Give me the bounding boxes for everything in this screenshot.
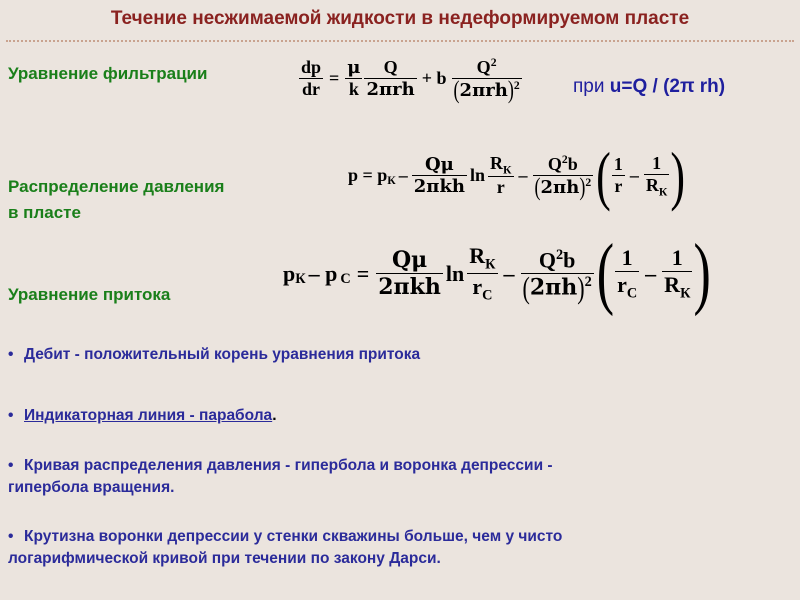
bullet-item-3: • Кривая распределения давления - гипербола и воронка депрессии - гипербола вращения. [8, 457, 553, 496]
bullet-symbol: • [8, 457, 14, 474]
bullet-item-4: • Крутизна воронки депрессии у стенки скважины больше, чем у чисто логарифмической кривой при течении по закону Дарси. [8, 528, 563, 567]
mu-k-fraction: $\frac{\mu}{k}$ [347, 57, 361, 99]
rk-r-fraction: $\frac{R_К}{r}$ [490, 152, 512, 198]
q-mu-fraction-2: $\frac{Q\mu}{\text{2πkh}}$ [378, 247, 441, 301]
pk-term: p [283, 260, 296, 286]
q2b-fraction-2: $\frac{Q^2b}{(2\pi h)^2}$ [522, 247, 592, 305]
title-divider [6, 40, 794, 42]
condition-expression: u=Q / (2π rh) [609, 76, 726, 97]
dp-dr-fraction: $\frac{dp}{dr}$ [301, 57, 322, 99]
plus-b: + b [421, 68, 447, 88]
equals-sign: = [329, 68, 340, 88]
ln-label-2: ln [445, 260, 465, 286]
equals-sign-2: = [356, 260, 370, 286]
one-over-rk-fraction-2: $\frac{1}{R_К}$ [664, 245, 691, 302]
bullet-item-2: • Индикаторная линия - парабола. [8, 405, 788, 427]
bullet-symbol: • [8, 528, 14, 545]
rk-rc-fraction: $\frac{R_К}{r_С}$ [469, 243, 496, 304]
one-over-r-fraction: $\frac{1}{r}$ [613, 154, 623, 196]
bullet-symbol: • [8, 407, 14, 424]
indicator-line-text: Индикаторная линия - парабола [24, 407, 273, 424]
one-over-rc-fraction: $\frac{1}{r_С}$ [617, 245, 638, 302]
q-mu-fraction: $\frac{Q\mu}{\text{2πkh}}$ [413, 154, 466, 197]
one-over-rk-fraction: $\frac{1}{R_К}$ [645, 152, 668, 199]
condition-pri: при [573, 76, 605, 97]
q2-fraction: $\frac{Q^2}{(2\pi rh)^2}$ [453, 56, 520, 104]
section-pressure-line2: в пласте [8, 203, 81, 222]
filtration-equation [298, 56, 523, 104]
bullet-symbol: • [8, 346, 14, 363]
condition-text [573, 76, 725, 98]
section-pressure-line1: Распределение давления [8, 177, 225, 196]
q2b-fraction: $\frac{Q^2b}{(2\pi h)^2}$ [534, 153, 592, 201]
bullet-item-1: • Дебит - положительный корень уравнения притока [8, 344, 788, 366]
section-inflow: Уравнение притока [8, 285, 171, 304]
inflow-equation: p $_К$ – p $_С$ = $\frac{Q\mu}{\text{2πkh}}$ ln $\frac{R_К}{r_С}$ – $\frac{Q^2b}{(2\pi h)^2}$ ( $\frac{1}{r_С}$ – $\frac{1}{R_К}$ ) [283, 229, 711, 319]
section-filtration: Уравнение фильтрации [8, 64, 208, 83]
q-2pirh-fraction: $\frac{Q}{\text{2πrh}}$ [366, 57, 415, 100]
slide-title: Течение несжимаемой жидкости в недеформируемом пласте [110, 8, 690, 29]
p-equals-pk: p = p [348, 165, 388, 185]
pressure-distribution-equation: p = p $_К$ – $\frac{Q\mu}{\text{2πkh}}$ ln $\frac{R_К}{r}$ – $\frac{Q^2b}{(2\pi h)^2}$ ( $\frac{1}{r}$ – $\frac{1}{R_К}$ ) [348, 138, 685, 213]
ln-label: ln [470, 165, 486, 185]
